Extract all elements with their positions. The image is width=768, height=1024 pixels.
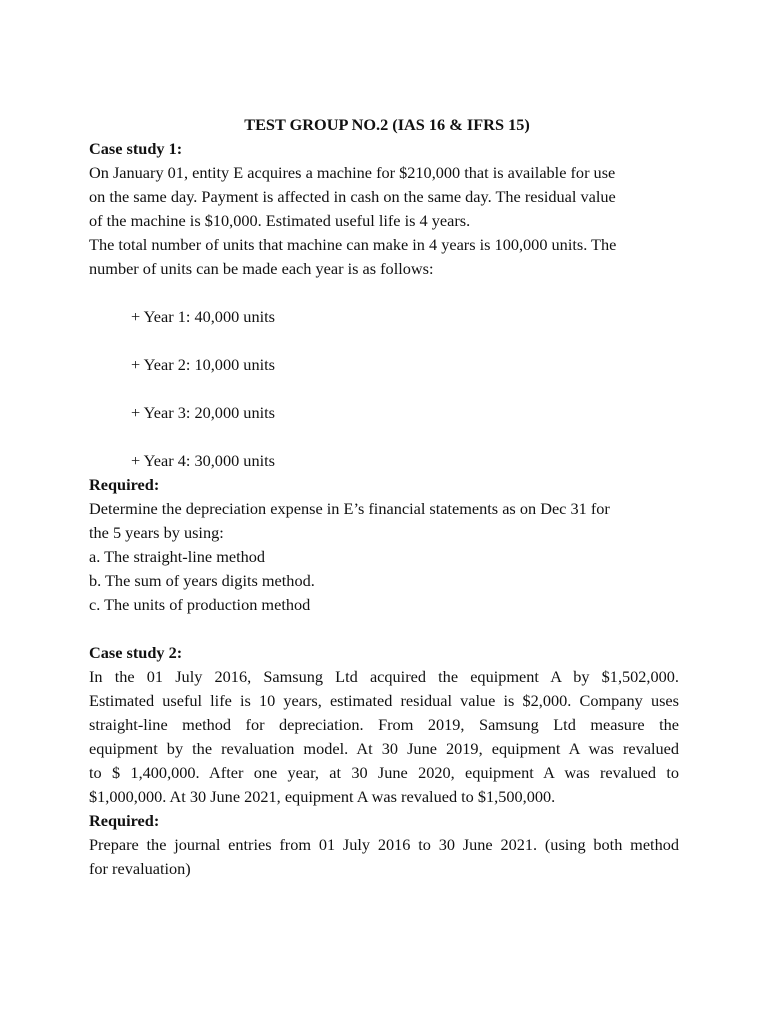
case2-required-label: Required: [89, 811, 160, 830]
case1-required-label: Required: [89, 475, 160, 494]
case1-required-text [89, 497, 679, 617]
case1-intro-line: of the machine is $10,000. Estimated useful life is 4 years. [89, 211, 471, 230]
case2-body-line: Estimated useful life is 10 years, estimated residual value is $2,000. Company uses [89, 691, 679, 710]
case1-option-c: c. The units of production method [89, 595, 311, 614]
case2-body-line: straight-line method for depreciation. From 2019, Samsung Ltd measure the [89, 715, 679, 734]
case2-body-line: equipment by the revaluation model. At 30 June 2019, equipment A was revalued [89, 739, 679, 758]
case1-intro [89, 161, 679, 281]
case2-heading: Case study 2: [89, 643, 183, 662]
units-per-year-list [89, 305, 679, 473]
units-year-3: + Year 3: 20,000 units [131, 403, 275, 422]
case1-required-line: the 5 years by using: [89, 523, 224, 542]
case2-body-line: $1,000,000. At 30 June 2021, equipment A was revalued to $1,500,000. [89, 787, 556, 806]
case1-required-line: Determine the depreciation expense in E’s financial statements as on Dec 31 for [89, 499, 610, 518]
section-spacer [89, 617, 679, 641]
case1-heading: Case study 1: [89, 139, 183, 158]
units-year-4: + Year 4: 30,000 units [131, 451, 275, 470]
document-page [89, 113, 679, 881]
case1-intro-line: number of units can be made each year is as follows: [89, 259, 434, 278]
case2-required-text [89, 833, 679, 881]
case1-intro-line: The total number of units that machine can make in 4 years is 100,000 units. The [89, 235, 617, 254]
case2-required-line: Prepare the journal entries from 01 July 2016 to 30 June 2021. (using both method [89, 835, 679, 854]
case1-intro-line: On January 01, entity E acquires a machine for $210,000 that is available for use [89, 163, 616, 182]
units-year-2: + Year 2: 10,000 units [131, 355, 275, 374]
units-year-1: + Year 1: 40,000 units [131, 307, 275, 326]
case2-body-line: to $ 1,400,000. After one year, at 30 June 2020, equipment A was revalued to [89, 763, 679, 782]
case2-required-line: for revaluation) [89, 859, 191, 878]
case2-body [89, 665, 679, 809]
case2-body-line: In the 01 July 2016, Samsung Ltd acquired the equipment A by $1,502,000. [89, 667, 679, 686]
case1-option-b: b. The sum of years digits method. [89, 571, 315, 590]
document-title: TEST GROUP NO.2 (IAS 16 & IFRS 15) [244, 115, 530, 134]
case1-option-a: a. The straight-line method [89, 547, 266, 566]
case1-intro-line: on the same day. Payment is affected in cash on the same day. The residual value [89, 187, 616, 206]
